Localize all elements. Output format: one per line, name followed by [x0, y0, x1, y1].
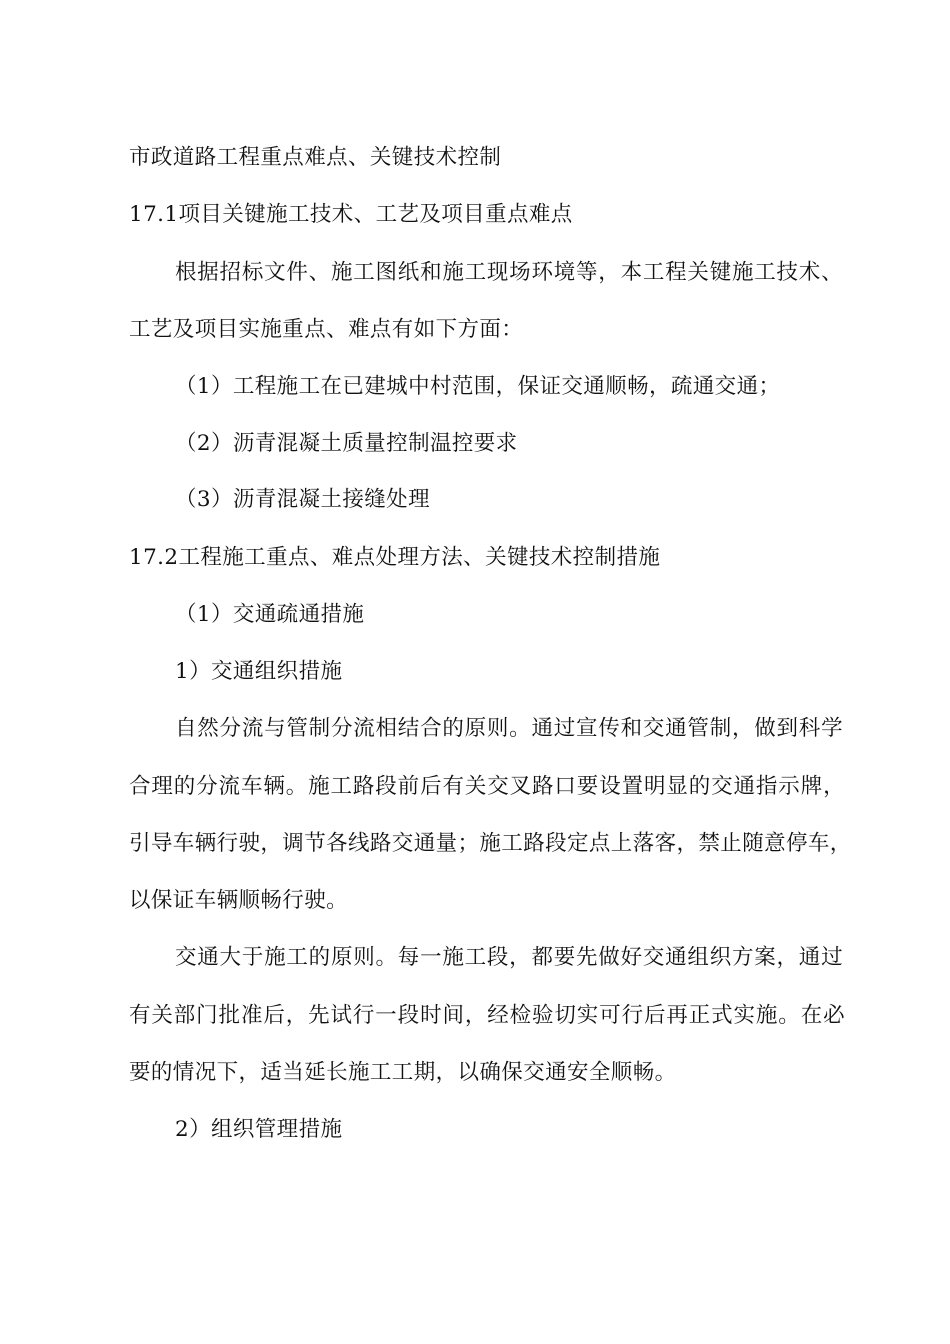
section-heading-17-1: 17.1项目关键施工技术、工艺及项目重点难点 — [129, 202, 573, 227]
subheading-management-measures: 2）组织管理措施 — [175, 1117, 343, 1142]
intro-paragraph-line-2: 工艺及项目实施重点、难点有如下方面： — [129, 317, 524, 342]
paragraph-2-line: 交通大于施工的原则。每一施工段，都要先做好交通组织方案，通过 — [175, 945, 843, 970]
paragraph-1-line: 自然分流与管制分流相结合的原则。通过宣传和交通管制，做到科学 — [175, 716, 843, 741]
list-item: （3）沥青混凝土接缝处理 — [175, 487, 430, 512]
paragraph-1-line: 引导车辆行驶，调节各线路交通量；施工路段定点上落客，禁止随意停车， — [129, 831, 852, 856]
paragraph-2-line: 有关部门批准后，先试行一段时间，经检验切实可行后再正式实施。在必 — [129, 1003, 845, 1028]
paragraph-1-line: 以保证车辆顺畅行驶。 — [129, 888, 349, 913]
subheading-traffic-measures: （1）交通疏通措施 — [175, 602, 365, 627]
list-item: （1）工程施工在已建城中村范围，保证交通顺畅，疏通交通； — [175, 374, 781, 399]
intro-paragraph-line-1: 根据招标文件、施工图纸和施工现场环境等，本工程关键施工技术、 — [175, 260, 843, 285]
document-title: 市政道路工程重点难点、关键技术控制 — [129, 145, 502, 170]
paragraph-1-line: 合理的分流车辆。施工路段前后有关交叉路口要设置明显的交通指示牌， — [129, 774, 845, 799]
paragraph-2-line: 要的情况下，适当延长施工工期，以确保交通安全顺畅。 — [129, 1060, 677, 1085]
section-heading-17-2: 17.2工程施工重点、难点处理方法、关键技术控制措施 — [129, 545, 661, 570]
subheading-traffic-organization: 1）交通组织措施 — [175, 659, 343, 684]
list-item: （2）沥青混凝土质量控制温控要求 — [175, 431, 518, 456]
